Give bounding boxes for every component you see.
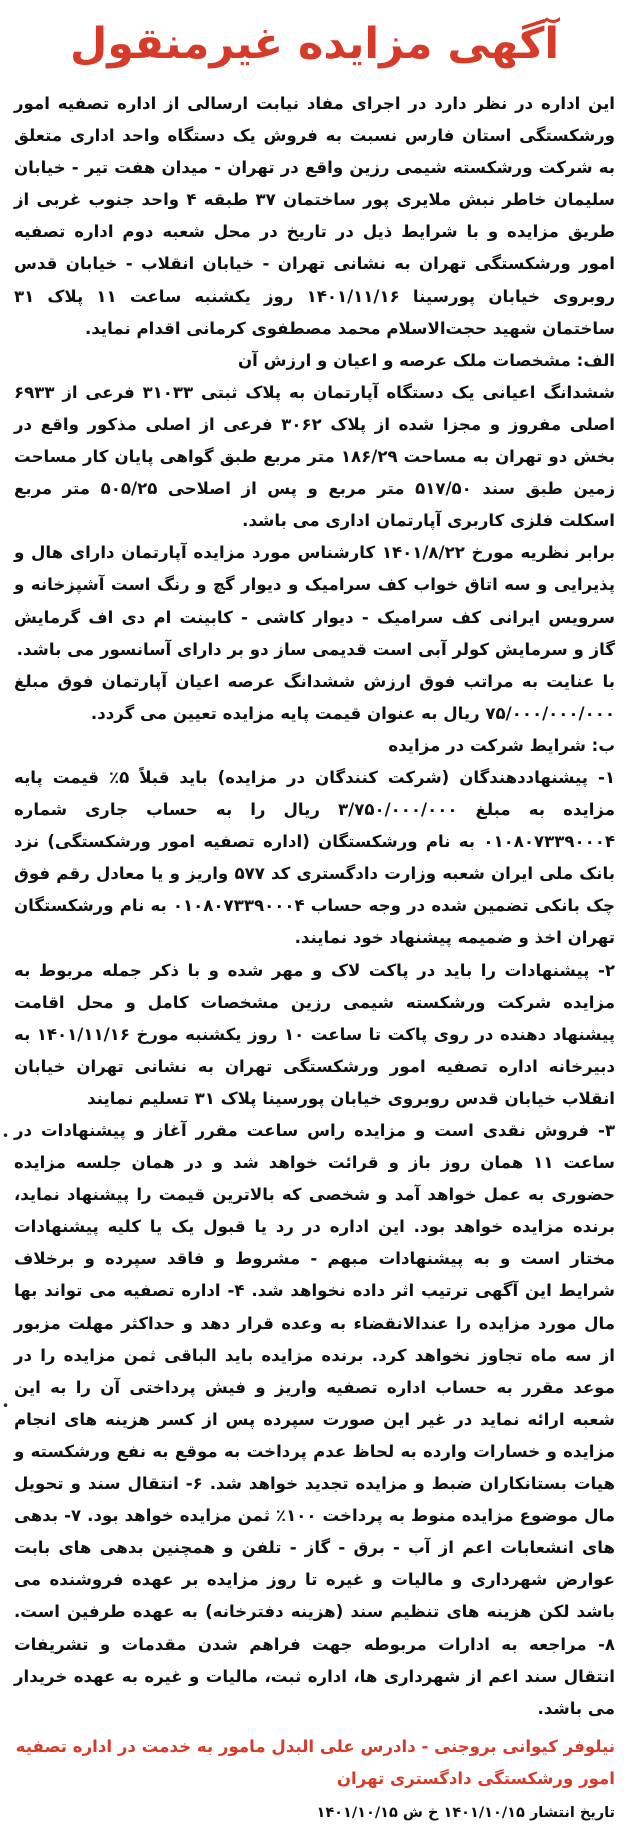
expert-opinion-paragraph: برابر نظریه مورخ ۱۴۰۱/۸/۲۲ کارشناس مورد مزایده آپارتمان دارای هال و پذیرایی و سه اتاق خواب کف سرامیک و دیوار گچ و رنگ است آشپزخانه و سرویس ایرانی کف سرامیک - دیوار کاشی - کابینت ام دی اف گرمایش گاز و سرمایش کولر آبی است قدیمی ساز دو بر دارای آسانسور می باشد.: [14, 543, 615, 659]
section-b-heading: ب: شرایط شرکت در مزایده: [388, 735, 615, 755]
base-price-paragraph: با عنایت به مراتب فوق ارزش ششدانگ عرصه اعیان آپارتمان فوق مبلغ ۷۵/۰۰۰/۰۰۰/۰۰۰ ریال به عنوان قیمت پایه مزایده تعیین می گردد.: [14, 671, 615, 723]
intro-paragraph: این اداره در نظر دارد در اجرای مفاد نیابت ارسالی از اداره تصفیه امور ورشکستگی استان فارس نسبت به فروش یک دستگاه واحد اداری متعلق به شرکت ورشکسته شیمی رزین واقع در تهران - میدان هفت تیر - خیابان سلیمان خاطر نبش ملایری پور ساختمان ۳۷ طبقه ۴ واحد جنوب غربی از طریق مزایده و با شرایط ذیل در تاریخ در محل شعبه دوم اداره تصفیه امور ورشکستگی تهران به نشانی تهران - خیابان انقلاب - خیابان قدس روبروی خیابان پورسینا ۱۴۰۱/۱۱/۱۶ روز یکشنبه ساعت ۱۱ پلاک ۳۱ ساختمان شهید حجت‌الاسلام محمد مصطفوی کرمانی اقدام نماید.: [14, 94, 616, 338]
notice-title: آگهی مزایده غیرمنقول: [69, 19, 560, 69]
conditions-3-to-8: ۳- فروش نقدی است و مزایده راس ساعت مقرر آغاز و پیشنهادات در ساعت ۱۱ همان روز باز و قرائت خواهد شد و در همان جلسه مزایده حضوری به عمل خواهد آمد و شخصی که بالاترین قیمت را پیشنهاد نماید، برنده مزایده خواهد بود. این اداره در رد یا قبول یک یا کلیه پیشنهادات مختار است و به پیشنهادات مبهم - مشروط و فاقد سپرده و برخلاف شرایط این آگهی ترتیب اثر داده نخواهد شد. ۴- اداره تصفیه می تواند بها مال مورد مزایده را عندالانقضاء به وعده قرار دهد و حداکثر مهلت مزبور از سه ماه تجاوز نخواهد کرد. برنده مزایده باید الباقی ثمن مزایده را در موعد مقرر به حساب اداره تصفیه واریز و فیش پرداختی آن را به این شعبه ارائه نماید در غیر این صورت سپرده پس از کسر هزینه های انجام مزایده و خسارات وارده به لحاظ عدم پرداخت به موقع به نفع ورشکسته و هیات بستانکاران ضبط و مزایده تجدید خواهد شد. ۶- انتقال سند و تحویل مال موضوع مزایده منوط به پرداخت ۱۰۰٪ ثمن مزایده خواهد بود. ۷- بدهی های انشعابات اعم از آب - برق - گاز - تلفن و همچنین بدهی های بابت عوارض شهرداری و مالیات و غیره تا روز مزایده بر عهده فروشنده می باشد لکن هزینه های تنظیم سند (هزینه دفترخانه) به عهده طرفین است. ۸- مراجعه به ادارات مربوطه جهت فراهم شدن مقدمات و تشریفات انتقال سند اعم از شهرداری ها، اداره ثبت، مالیات و غیره به عهده خریدار می باشد.: [14, 1121, 616, 1718]
margin-mark: •: [2, 1399, 10, 1413]
margin-mark: •: [2, 1129, 10, 1143]
section-a-heading: الف: مشخصات ملک عرصه و اعیان و ارزش آن: [237, 350, 615, 370]
publish-date-line: تاریخ انتشار ۱۴۰۱/۱۰/۱۵ خ ش ۱۴۰۱/۱۰/۱۵: [316, 1804, 615, 1821]
condition-2: ۲- پیشنهادات را باید در پاکت لاک و مهر شده و با ذکر جمله مربوط به مزایده شرکت ورشکسته شیمی رزین مشخصات کامل و محل اقامت پیشنهاد دهنده در روی پاکت تا ساعت ۱۰ روز یکشنبه مورخ ۱۴۰۱/۱۱/۱۶ به دبیرخانه اداره تصفیه امور ورشکستگی تهران به نشانی تهران خیابان انقلاب خیابان قدس روبروی خیابان پورسینا پلاک ۳۱ تسلیم نمایند: [14, 960, 615, 1108]
condition-1: ۱- پیشنهاددهندگان (شرکت کنندگان در مزایده) باید قبلاً ۵٪ قیمت پایه مزایده به مبلغ ۳/۷۵۰/۰۰۰/۰۰۰ ریال را به حساب جاری شماره ۰۱۰۸۰۷۳۳۹۰۰۰۴ به نام ورشکستگان (اداره تصفیه امور ورشکستگی) نزد بانک ملی ایران شعبه وزارت دادگستری کد ۵۷۷ واریز و یا معادل رقم فوق چک بانکی تضمین شده در وجه حساب ۰۱۰۸۰۷۳۳۹۰۰۰۴ به نام ورشکستگان تهران اخذ و ضمیمه پیشنهاد خود نمایند.: [14, 767, 615, 948]
signature-line: نیلوفر کیوانی بروجنی - دادرس علی البدل مامور به خدمت در اداره تصفیه امور ورشکستگی دادگستری تهران: [15, 1736, 615, 1788]
section-a-body: ششدانگ اعیانی یک دستگاه آپارتمان به پلاک ثبتی ۳۱۰۳۳ فرعی از ۶۹۳۳ اصلی مفروز و مجزا شده از پلاک ۳۰۶۲ فرعی از اصلی مذکور واقع در بخش دو تهران به مساحت ۱۸۶/۲۹ متر مربع طبق گواهی پایان کار مساحت زمین طبق سند ۵۱۷/۵۰ متر مربع و پس از اصلاحی ۵۰۵/۲۵ متر مربع اسکلت فلزی کاربری آپارتمان اداری می باشد.: [14, 382, 615, 531]
